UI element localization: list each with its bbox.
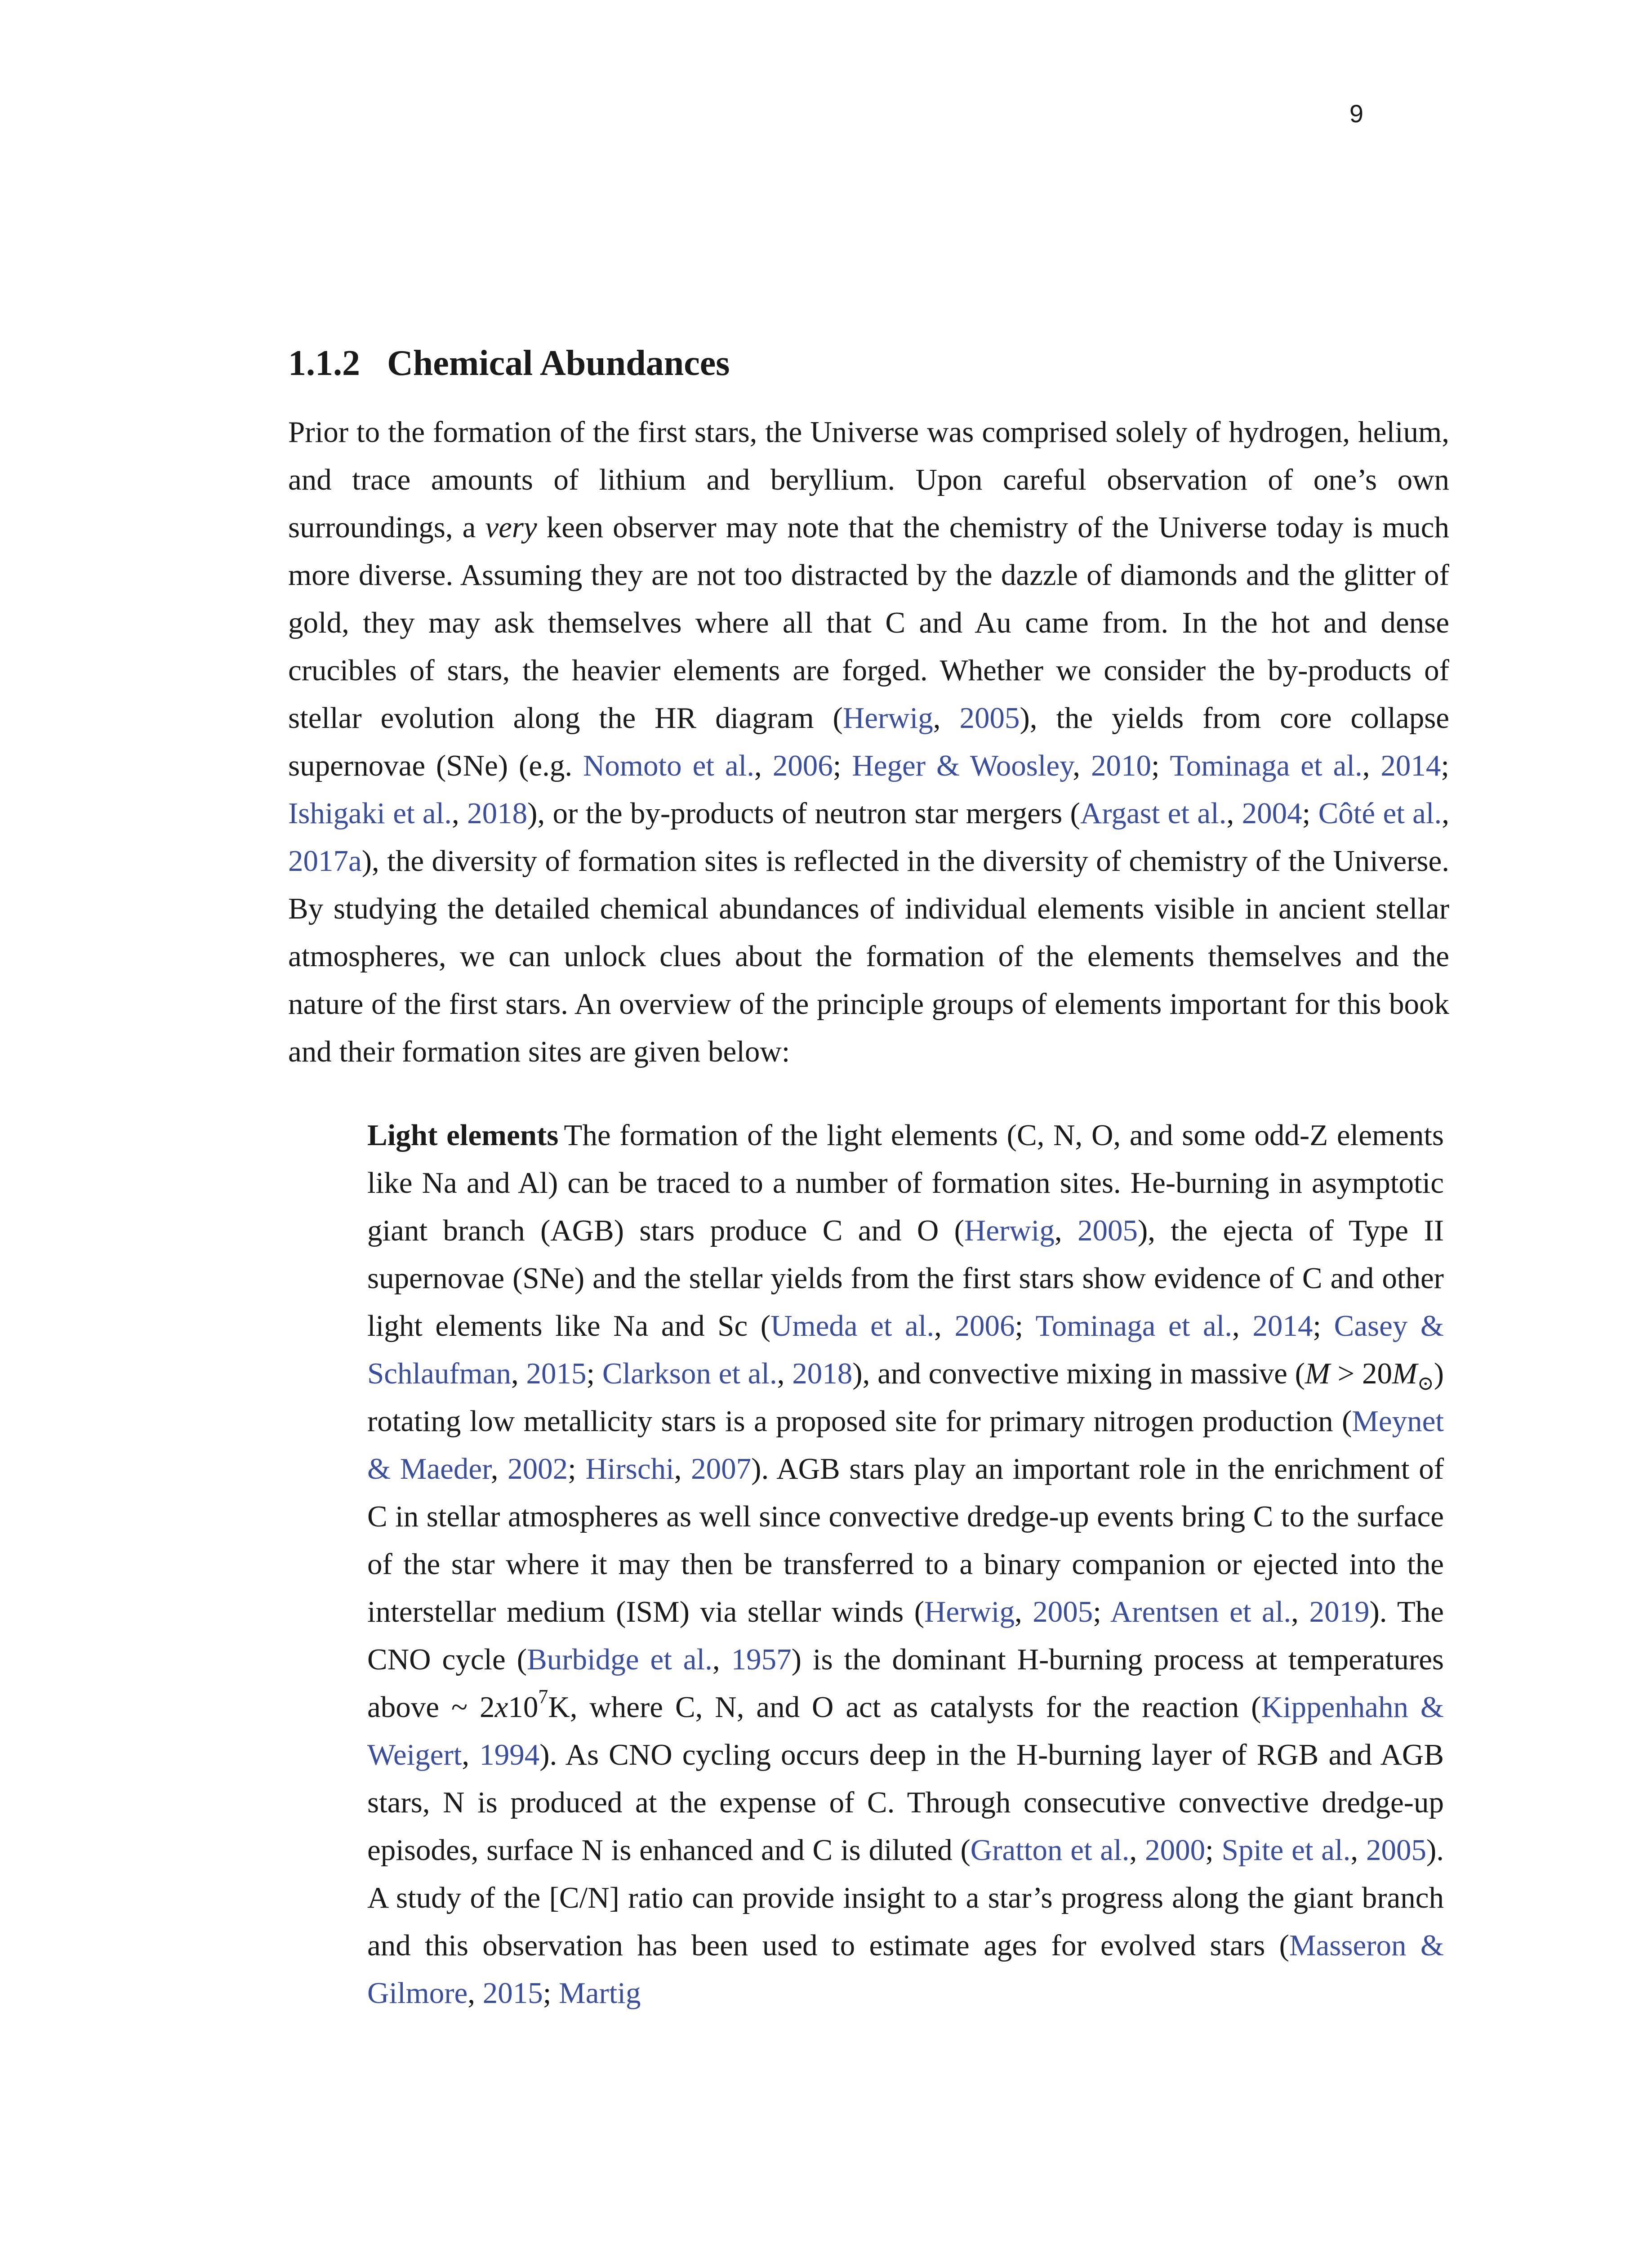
section-heading — [288, 342, 1449, 385]
citation-link[interactable]: 2014 — [1252, 1309, 1313, 1343]
body-text: ) rotating low metallicity stars is a proposed site for primary nitrogen production ( — [367, 1357, 1444, 1438]
citation-separator: , — [1226, 797, 1242, 830]
body-text: K, where C, N, and O act as catalysts for the reaction ( — [548, 1690, 1261, 1724]
citation-link[interactable]: Martig — [559, 1976, 641, 2010]
element-groups-list — [367, 1111, 1444, 2017]
section-title: Chemical Abundances — [387, 343, 730, 383]
citation-separator: , — [754, 749, 773, 782]
intro-text: keen observer may note that the chemistry of the Universe today is much more diverse. Assuming they are not too distracted by the dazzle of diamonds and the glitter of gold, they may ask themselves where all that C and Au came from. In the hot and dense crucibles of stars, the heavier elements are forged. Whether we consider the by-products of stellar evolution along the HR diagram ( — [288, 511, 1450, 735]
citation-link[interactable]: Gratton et al. — [970, 1833, 1130, 1867]
citation-separator: ; — [1151, 749, 1170, 782]
citation-separator: ; — [543, 1976, 559, 2010]
citation-separator: , — [1129, 1833, 1145, 1867]
body-text: ). As CNO cycling occurs deep in the H-burning layer of RGB and AGB stars, N is produced at the expense of C. Through consecutive convective dredge-up episodes, surface N is enhanced and C is diluted ( — [367, 1738, 1444, 1867]
intro-text: ), the yields from core collapse supernovae (SNe) (e.g. — [288, 701, 1450, 782]
citation-separator: ; — [1205, 1833, 1222, 1867]
citation-separator: ; — [1302, 797, 1318, 830]
math-symbol: x — [494, 1690, 508, 1724]
citation-link[interactable]: 2005 — [1033, 1595, 1093, 1628]
math-symbol: M — [1392, 1357, 1417, 1390]
exponent: 7 — [538, 1685, 548, 1708]
citation-separator: ; — [1093, 1595, 1110, 1628]
citation-link[interactable]: 2019 — [1309, 1595, 1370, 1628]
citation-separator: , — [462, 1738, 480, 1771]
citation-link[interactable]: Masseron & Gilmore — [367, 1929, 1444, 2010]
citation-separator: , — [1054, 1214, 1078, 1247]
citation-separator: , — [1362, 749, 1381, 782]
citation-link[interactable]: Clarkson et al. — [602, 1357, 777, 1390]
citation-separator: , — [777, 1357, 793, 1390]
citation-link[interactable]: 1957 — [731, 1643, 792, 1676]
citation-link[interactable]: 2005 — [1077, 1214, 1138, 1247]
citation-separator: ; — [1441, 749, 1450, 782]
citation-link[interactable]: Ishigaki et al. — [288, 797, 452, 830]
citation-link[interactable]: 2018 — [467, 797, 528, 830]
citation-separator: , — [674, 1452, 691, 1485]
citation-separator: , — [452, 797, 468, 830]
section-chemical-abundances — [288, 342, 1449, 2017]
body-text: ). AGB stars play an important role in the enrichment of C in stellar atmospheres as well since convective dredge-up events bring C to the surface of the star where it may then be transferred to a binary companion or ejected into the interstellar medium (ISM) via stellar winds ( — [367, 1452, 1444, 1628]
citation-link[interactable]: 2007 — [691, 1452, 752, 1485]
citation-separator: , — [1291, 1595, 1309, 1628]
citation-link[interactable]: Herwig — [842, 701, 933, 735]
page-number: 9 — [1349, 99, 1363, 128]
math-symbol: M — [1305, 1357, 1330, 1390]
citation-link[interactable]: Spite et al. — [1221, 1833, 1351, 1867]
intro-text: ), or the by-products of neutron star mergers ( — [527, 797, 1080, 830]
citation-link[interactable]: Nomoto et al. — [583, 749, 755, 782]
citation-link[interactable]: 2002 — [508, 1452, 568, 1485]
body-text: ), the ejecta of Type II supernovae (SNe) and the stellar yields from the first stars show evidence of C and other light elements like Na and Sc ( — [367, 1214, 1444, 1343]
citation-link[interactable]: 2005 — [1366, 1833, 1426, 1867]
citation-link[interactable]: 1994 — [479, 1738, 540, 1771]
citation-link[interactable]: 2017a — [288, 844, 362, 878]
citation-separator: ; — [833, 749, 852, 782]
citation-separator: , — [490, 1452, 508, 1485]
citation-link[interactable]: 2000 — [1145, 1833, 1206, 1867]
body-text: 10 — [508, 1690, 539, 1724]
section-number: 1.1.2 — [288, 343, 360, 383]
citation-link[interactable]: Casey & Schlaufman — [367, 1309, 1444, 1390]
intro-text: Prior to the formation of the first stars, the Universe was comprised solely of hydrogen, helium, and trace amounts of lithium and beryllium. Upon careful observation of one’s own surroundings, a — [288, 415, 1449, 544]
citation-link[interactable]: 2004 — [1242, 797, 1302, 830]
citation-link[interactable]: Herwig — [964, 1214, 1055, 1247]
light-elements-term: Light elements — [367, 1119, 559, 1152]
citation-link[interactable]: 2015 — [526, 1357, 587, 1390]
citation-separator: , — [934, 1309, 955, 1343]
intro-emphasis: very — [485, 511, 537, 544]
citation-separator: ; — [568, 1452, 586, 1485]
citation-separator: , — [712, 1643, 731, 1676]
body-text: ) is the dominant H-burning process at temperatures above ~ 2 — [367, 1643, 1444, 1724]
citation-separator: , — [511, 1357, 526, 1390]
citation-separator: , — [1442, 797, 1450, 830]
citation-link[interactable]: 2006 — [954, 1309, 1015, 1343]
intro-paragraph — [288, 408, 1449, 1075]
citation-link[interactable]: 2014 — [1380, 749, 1441, 782]
citation-separator: , — [1014, 1595, 1033, 1628]
citation-link[interactable]: Hirschi — [585, 1452, 674, 1485]
citation-link[interactable]: 2006 — [772, 749, 833, 782]
light-elements-paragraph — [367, 1111, 1444, 2017]
citation-separator: , — [1350, 1833, 1366, 1867]
citation-link[interactable]: Heger & Woosley — [852, 749, 1073, 782]
body-text: The formation of the light elements (C, N, O, and some odd-Z elements like Na and Al) can be traced to a number of formation sites. He-burning in asymptotic giant branch (AGB) stars produce C and O ( — [367, 1119, 1444, 1247]
citation-separator: ; — [1313, 1309, 1334, 1343]
citation-link[interactable]: 2015 — [482, 1976, 543, 2010]
body-text: ). A study of the [C/N] ratio can provide insight to a star’s progress along the giant branch and this observation has been used to estimate ages for evolved stars ( — [367, 1833, 1444, 1962]
body-text: > 20 — [1330, 1357, 1393, 1390]
citation-separator: ; — [586, 1357, 602, 1390]
citation-link[interactable]: Meynet & Maeder — [367, 1405, 1444, 1485]
citation-link[interactable]: Tominaga et al. — [1170, 749, 1363, 782]
citation-separator: , — [1073, 749, 1091, 782]
body-text: ), and convective mixing in massive ( — [852, 1357, 1305, 1390]
citation-link[interactable]: Umeda et al. — [770, 1309, 935, 1343]
citation-link[interactable]: Kippenhahn & Weigert — [367, 1690, 1444, 1771]
citation-separator: , — [468, 1976, 483, 2010]
citation-link[interactable]: Arentsen et al. — [1110, 1595, 1291, 1628]
citation-separator: , — [1232, 1309, 1253, 1343]
citation-link[interactable]: Burbidge et al. — [527, 1643, 712, 1676]
citation-link[interactable]: Côté et al. — [1318, 797, 1442, 830]
body-text: ). The CNO cycle ( — [367, 1595, 1444, 1676]
citation-separator: , — [933, 701, 960, 735]
citation-link[interactable]: 2010 — [1091, 749, 1151, 782]
citation-link[interactable]: 2018 — [792, 1357, 853, 1390]
citation-link[interactable]: 2005 — [959, 701, 1020, 735]
citation-link[interactable]: Herwig — [924, 1595, 1015, 1628]
citation-link[interactable]: Argast et al. — [1080, 797, 1227, 830]
citation-link[interactable]: Tominaga et al. — [1035, 1309, 1233, 1343]
citation-separator: ; — [1015, 1309, 1036, 1343]
intro-text: ), the diversity of formation sites is reflected in the diversity of chemistry of the Universe. By studying the detailed chemical abundances of individual elements visible in ancient stellar atmospheres, we can unlock clues about the formation of the elements themselves and the nature of the first stars. An overview of the principle groups of elements important for this book and their formation sites are given below: — [288, 844, 1449, 1068]
solar-mass-subscript: ⊙ — [1417, 1372, 1434, 1395]
